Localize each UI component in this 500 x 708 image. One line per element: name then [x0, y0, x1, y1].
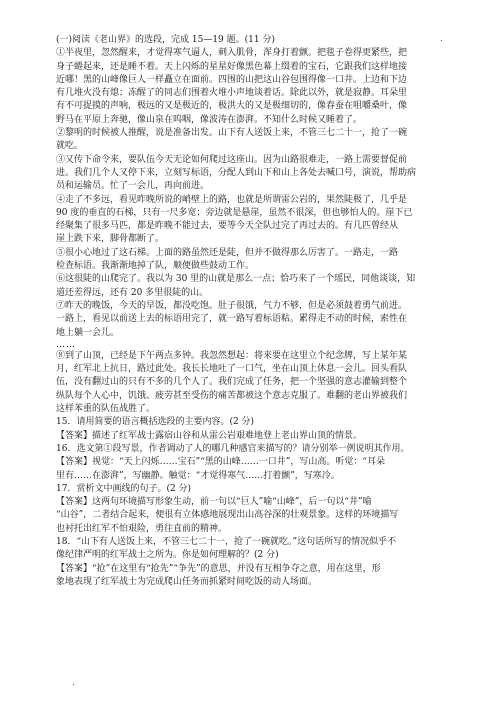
text-line: 地上躺一会儿。	[56, 327, 120, 338]
corner-mark-top-right: .	[440, 34, 443, 44]
text-line: 像纪律严明的红军战士之所为。你是如何理解的？(2 分)	[56, 550, 279, 561]
passage-block	[56, 34, 452, 340]
text-line: (一)阅读《老山界》的选段，完成 15—19 题。(11 分)	[56, 35, 275, 45]
text-line: 道还差得远，还有 20 多里很陡的山。	[56, 287, 209, 298]
ellipsis-separator: ……	[56, 339, 76, 350]
text-line: 野马在平原上奔驰，像山泉在呜咽，像波涛在澎湃。不知什么时候又睡着了。	[56, 114, 363, 125]
text-line: ⑥这很陡的山爬完了。我以为 30 里的山就是那么一点；恰巧来了一个瑶民，同他谈谈，知	[56, 274, 416, 285]
text-line: ③又传下命令来，要队伍今天无论如何爬过这座山。因为山路很难走，一路上需要督促前	[56, 154, 408, 165]
text-line: 【答案】“抢”在这里有“抢先”“争先”的意思，并没有互相争夺之意，用在这里，形	[56, 563, 381, 574]
text-line: “山谷”，二者结合起来，便很有立体感地展现出山高谷深的壮观景象。这样的环境描写	[56, 510, 399, 521]
text-line: ②黎明的时候被人推醒，说是准备出发。山下有人送饭上来，不管三七二十一，抢了一碗	[56, 128, 408, 139]
text-line: ⑧到了山顶，已经是下午两点多钟。我忽然想起：将来要在这里立个纪念牌，写上某年某	[56, 350, 408, 361]
text-line: 【答案】视觉：“天上闪烁……宝石”“黑的山峰……一口井”，写山高。听觉：“耳朵	[56, 457, 386, 468]
text-line: 近哪！黑的山峰像巨人一样矗立在面前。四围的山把这山谷包围得像一口井。上边和下边	[56, 74, 408, 85]
text-line: ①半夜里，忽然醒来，才觉得寒气逼人，刺入肌骨，浑身打着颤。把毯子卷得更紧些，把	[56, 48, 408, 59]
text-line: 进。我们几个人又停下来，立刻写标语，分配人到山下和山上各处去喊口号，演说，帮助病	[56, 167, 417, 178]
text-line: 15．请用简要的语言概括选段的主要内容。(2 分)	[56, 417, 255, 428]
corner-mark-bottom-left: .	[72, 678, 75, 688]
text-line: 检查标语。我渐渐地掉了队，顺便做些鼓动工作。	[56, 261, 255, 272]
text-line: 经聚集了很多马匹，都是昨晚不能过去，要等今天全队过完了再过去的。有几匹曾经从	[56, 221, 399, 232]
text-line: 月，红军北上抗日，路过此处。我长长地吐了一口气，坐在山顶上休息一会儿。回头看队	[56, 364, 408, 375]
text-line: ⑦昨天的晚饭，今天的早饭，都没吃饱。肚子很饿，气力不够，但是必须鼓着勇气前进。	[56, 300, 408, 311]
text-line: 也衬托出红军不怕艰险，勇往直前的精神。	[56, 523, 228, 534]
text-line: 有不可捉摸的声响，极远的又是极近的，极洪大的又是极细切的，像春蚕在咀嚼桑叶，像	[56, 101, 408, 112]
text-line: ④走了不多远，看见昨晚所说的峭壁上的路，也就是所谓雷公岩的，果然陡极了，几乎是	[56, 194, 408, 205]
text-line: 一路上，看见以前送上去的标语用完了，就一路写着标语粘。累得走不动的时候，索性在	[56, 314, 408, 325]
text-line: 有几堆火没有熄；冻醒了的同志们围着火堆小声地谈着话。除此以外，就是寂静。耳朵里	[56, 88, 408, 99]
text-line: 18．“山下有人送饭上来，不管三七二十一，抢了一碗就吃。”这句话所写的情况似乎不	[56, 536, 397, 547]
text-line: 17．赏析文中画线的句子。(2 分)	[56, 483, 192, 494]
text-line: 纵队每个人心中，饥饿、疲劳甚至受伤的痛苦都被这个意志克服了。难翻的老山界被我们	[56, 390, 408, 401]
text-line: 90 度的垂直的石梯，只有一尺多宽；旁边就是悬崖，虽然不很深，但也够怕人的。崖下已	[56, 207, 413, 218]
text-line: 【答案】这两句环境描写形象生动，前一句以“巨人”喻“山峰”，后一句以“井”喻	[56, 497, 372, 508]
text-line: 【答案】描述了红军战士露宿山谷和从雷公岩艰难地登上老山界山顶的情景。	[56, 430, 363, 441]
text-line: 身子蜷起来，还是睡不着。天上闪烁的星星好像黑色幕上缀着的宝石，它跟我们这样地接	[56, 61, 408, 72]
text-line: 象地表现了红军战士为完成爬山任务而抓紧时间吃饭的动人场面。	[56, 576, 318, 587]
text-line: 崖上跌下来，脚骨都断了。	[56, 234, 165, 245]
passage-and-questions-block	[56, 350, 452, 589]
text-line: 员和运输员。忙了一会儿，再向前进。	[56, 181, 210, 192]
text-line: 16．选文第①段写景，作者调动了人的哪几种感官来描写的？请分别举一例说明其作用。	[56, 443, 410, 454]
text-line: 这样苯重的队伍战胜了。	[56, 404, 156, 415]
text-line: 伍，没有翻过山的只有不多的几个人了。我们完成了任务，把一个坚强的意志灌输到整个	[56, 377, 408, 388]
text-line: ⑤很小心地过了这石梯。上面的路虽然还是陡，但并不做得那么厉害了。一路走，一路	[56, 247, 399, 258]
document-page	[56, 34, 452, 589]
text-line: 就吃。	[56, 141, 84, 152]
text-line: 里有……在澎湃”，写幽静。触觉：“才觉得寒气……打着颤”，写寒冷。	[56, 470, 340, 481]
